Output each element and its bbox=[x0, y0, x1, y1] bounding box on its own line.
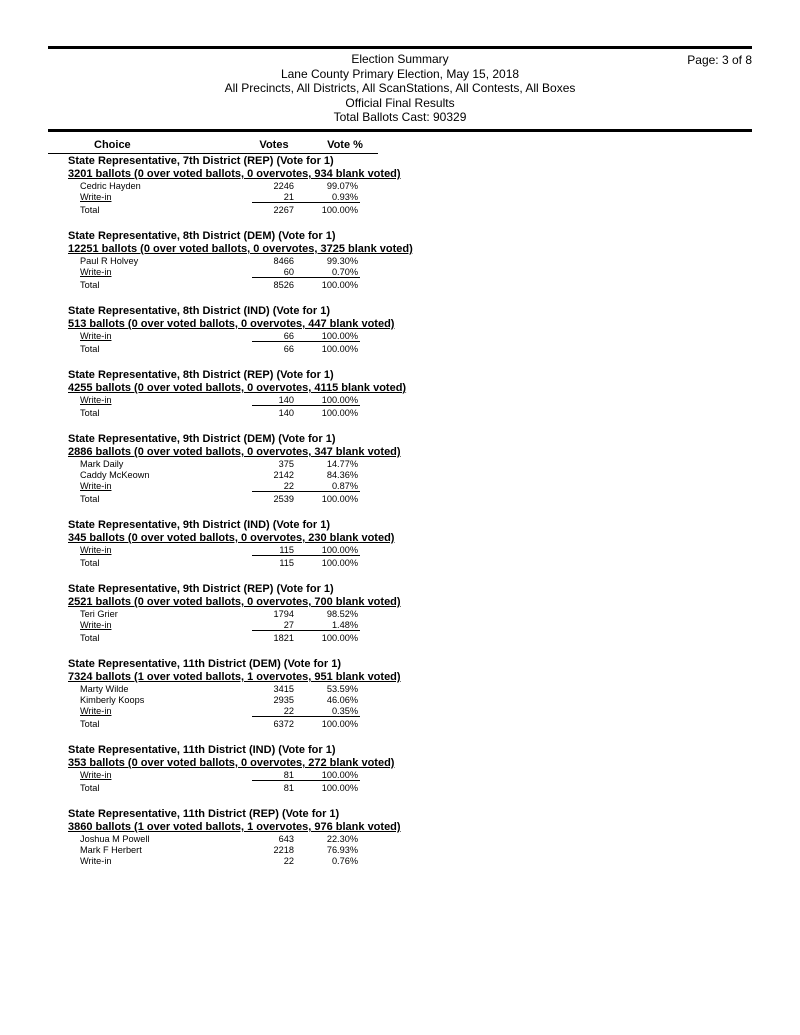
contest-ballot-summary: 3860 ballots (1 over voted ballots, 1 overvotes, 976 blank voted) bbox=[68, 821, 401, 833]
contest-title: State Representative, 8th District (DEM) (Vote for 1) bbox=[68, 230, 336, 242]
total-name: Total bbox=[80, 280, 100, 290]
total-name: Total bbox=[80, 494, 100, 504]
candidate-votes: 115 bbox=[279, 545, 294, 555]
contest-title: State Representative, 9th District (DEM) (Vote for 1) bbox=[68, 433, 336, 445]
candidate-vote-pct: 1.48% bbox=[331, 620, 358, 630]
candidate-vote-pct: 22.30% bbox=[326, 834, 358, 844]
candidate-name: Kimberly Koops bbox=[80, 695, 145, 705]
column-choice: Choice bbox=[94, 139, 131, 151]
total-name: Total bbox=[80, 719, 100, 729]
total-vote-pct: 100.00% bbox=[321, 344, 358, 354]
total-vote-pct: 100.00% bbox=[321, 280, 358, 290]
contest-ballot-summary: 2521 ballots (0 over voted ballots, 0 overvotes, 700 blank voted) bbox=[68, 596, 401, 608]
total-votes: 115 bbox=[279, 558, 294, 568]
page-number: Page: 3 of 8 bbox=[687, 53, 752, 67]
total-row bbox=[68, 344, 488, 355]
contest-list bbox=[68, 155, 488, 881]
candidate-votes: 643 bbox=[278, 834, 294, 844]
candidate-vote-pct: 76.93% bbox=[326, 845, 358, 855]
candidate-name: Write-in bbox=[80, 331, 112, 341]
candidate-votes: 22 bbox=[283, 856, 294, 866]
candidate-name: Mark Daily bbox=[80, 459, 124, 469]
candidate-row bbox=[68, 845, 488, 856]
candidate-name: Teri Grier bbox=[80, 609, 118, 619]
candidate-name: Write-in bbox=[80, 770, 112, 780]
total-row bbox=[68, 494, 488, 505]
candidate-row bbox=[68, 695, 488, 706]
total-name: Total bbox=[80, 558, 100, 568]
contest-ballot-summary: 3201 ballots (0 over voted ballots, 0 overvotes, 934 blank voted) bbox=[68, 168, 401, 180]
total-votes: 1821 bbox=[273, 633, 294, 643]
total-vote-pct: 100.00% bbox=[321, 408, 358, 418]
total-ballots: Total Ballots Cast: 90329 bbox=[333, 110, 467, 124]
contest-block bbox=[68, 519, 488, 569]
total-row bbox=[68, 280, 488, 291]
candidate-votes: 66 bbox=[283, 331, 294, 341]
total-row bbox=[68, 719, 488, 730]
candidate-vote-pct: 46.06% bbox=[326, 695, 358, 705]
total-name: Total bbox=[80, 783, 100, 793]
column-vote-pct: Vote % bbox=[327, 139, 363, 151]
total-name: Total bbox=[80, 408, 100, 418]
candidate-row bbox=[68, 856, 488, 867]
candidate-row bbox=[68, 834, 488, 845]
column-votes: Votes bbox=[259, 139, 289, 151]
contest-ballot-summary: 7324 ballots (1 over voted ballots, 1 overvotes, 951 blank voted) bbox=[68, 671, 401, 683]
contest-title: State Representative, 9th District (REP) (Vote for 1) bbox=[68, 583, 334, 595]
contest-block bbox=[68, 155, 488, 216]
candidate-votes: 2142 bbox=[273, 470, 294, 480]
total-votes: 140 bbox=[278, 408, 294, 418]
candidate-votes: 8466 bbox=[273, 256, 294, 266]
total-name: Total bbox=[80, 344, 100, 354]
total-name: Total bbox=[80, 205, 100, 215]
candidate-name: Write-in bbox=[80, 856, 112, 866]
candidate-row bbox=[68, 620, 488, 631]
candidate-votes: 81 bbox=[283, 770, 294, 780]
candidate-vote-pct: 0.70% bbox=[331, 267, 358, 277]
candidate-name: Write-in bbox=[80, 395, 112, 405]
total-row bbox=[68, 558, 488, 569]
total-votes: 2539 bbox=[273, 494, 294, 504]
candidate-vote-pct: 14.77% bbox=[326, 459, 358, 469]
contest-ballot-summary: 12251 ballots (0 over voted ballots, 0 overvotes, 3725 blank voted) bbox=[68, 243, 413, 255]
candidate-row bbox=[68, 609, 488, 620]
candidate-vote-pct: 100.00% bbox=[321, 331, 358, 341]
candidate-name: Mark F Herbert bbox=[80, 845, 142, 855]
candidate-row bbox=[68, 181, 488, 192]
candidate-name: Paul R Holvey bbox=[80, 256, 139, 266]
candidate-votes: 3415 bbox=[273, 684, 294, 694]
header-rule bbox=[48, 129, 752, 132]
contest-title: State Representative, 11th District (DEM) (Vote for 1) bbox=[68, 658, 342, 670]
candidate-vote-pct: 98.52% bbox=[326, 609, 358, 619]
total-vote-pct: 100.00% bbox=[321, 205, 358, 215]
total-vote-pct: 100.00% bbox=[321, 494, 358, 504]
candidate-row bbox=[68, 192, 488, 203]
contest-block bbox=[68, 433, 488, 505]
candidate-votes: 1794 bbox=[273, 609, 294, 619]
contest-ballot-summary: 2886 ballots (0 over voted ballots, 0 overvotes, 347 blank voted) bbox=[68, 446, 401, 458]
candidate-row bbox=[68, 481, 488, 492]
candidate-votes: 22 bbox=[283, 706, 294, 716]
report-scope: All Precincts, All Districts, All ScanStations, All Contests, All Boxes bbox=[224, 81, 576, 95]
total-row bbox=[68, 408, 488, 419]
candidate-vote-pct: 0.35% bbox=[331, 706, 358, 716]
candidate-vote-pct: 100.00% bbox=[321, 395, 358, 405]
total-votes: 81 bbox=[283, 783, 294, 793]
top-rule bbox=[48, 46, 752, 49]
candidate-vote-pct: 0.93% bbox=[331, 192, 358, 202]
candidate-name: Write-in bbox=[80, 267, 112, 277]
candidate-votes: 27 bbox=[283, 620, 294, 630]
candidate-row bbox=[68, 684, 488, 695]
contest-ballot-summary: 345 ballots (0 over voted ballots, 0 overvotes, 230 blank voted) bbox=[68, 532, 395, 544]
candidate-vote-pct: 0.76% bbox=[331, 856, 358, 866]
candidate-votes: 140 bbox=[278, 395, 294, 405]
contest-block bbox=[68, 658, 488, 730]
contest-block bbox=[68, 808, 488, 867]
candidate-name: Caddy McKeown bbox=[80, 470, 150, 480]
contest-ballot-summary: 4255 ballots (0 over voted ballots, 0 overvotes, 4115 blank voted) bbox=[68, 382, 407, 394]
candidate-name: Cedric Hayden bbox=[80, 181, 141, 191]
contest-title: State Representative, 7th District (REP) (Vote for 1) bbox=[68, 155, 334, 167]
candidate-vote-pct: 100.00% bbox=[321, 770, 358, 780]
contest-block bbox=[68, 369, 488, 419]
contest-ballot-summary: 513 ballots (0 over voted ballots, 0 overvotes, 447 blank voted) bbox=[68, 318, 395, 330]
candidate-votes: 60 bbox=[283, 267, 294, 277]
total-row bbox=[68, 205, 488, 216]
candidate-name: Write-in bbox=[80, 545, 112, 555]
contest-title: State Representative, 8th District (REP) (Vote for 1) bbox=[68, 369, 334, 381]
candidate-name: Write-in bbox=[80, 192, 112, 202]
candidate-votes: 21 bbox=[283, 192, 294, 202]
contest-block bbox=[68, 230, 488, 291]
candidate-votes: 2935 bbox=[273, 695, 294, 705]
candidate-votes: 22 bbox=[283, 481, 294, 491]
candidate-name: Write-in bbox=[80, 620, 112, 630]
candidate-vote-pct: 0.87% bbox=[331, 481, 358, 491]
candidate-votes: 2246 bbox=[273, 181, 294, 191]
report-title: Election Summary bbox=[351, 52, 449, 66]
total-row bbox=[68, 783, 488, 794]
candidate-name: Marty Wilde bbox=[80, 684, 129, 694]
contest-block bbox=[68, 305, 488, 355]
candidate-votes: 375 bbox=[278, 459, 294, 469]
candidate-name: Joshua M Powell bbox=[80, 834, 150, 844]
contest-title: State Representative, 11th District (REP) (Vote for 1) bbox=[68, 808, 340, 820]
candidate-vote-pct: 84.36% bbox=[326, 470, 358, 480]
contest-ballot-summary: 353 ballots (0 over voted ballots, 0 overvotes, 272 blank voted) bbox=[68, 757, 395, 769]
total-votes: 2267 bbox=[273, 205, 294, 215]
candidate-name: Write-in bbox=[80, 481, 112, 491]
candidate-row bbox=[68, 470, 488, 481]
candidate-name: Write-in bbox=[80, 706, 112, 716]
candidate-row bbox=[68, 459, 488, 470]
results-status: Official Final Results bbox=[345, 95, 455, 110]
total-votes: 6372 bbox=[273, 719, 294, 729]
report-header bbox=[48, 52, 752, 125]
total-row bbox=[68, 633, 488, 644]
contest-block bbox=[68, 744, 488, 794]
candidate-row bbox=[68, 331, 488, 342]
column-header bbox=[48, 138, 378, 154]
contest-title: State Representative, 8th District (IND) (Vote for 1) bbox=[68, 305, 331, 317]
candidate-row bbox=[68, 706, 488, 717]
candidate-row bbox=[68, 256, 488, 267]
election-name: Lane County Primary Election, May 15, 2018 bbox=[280, 66, 520, 81]
candidate-row bbox=[68, 267, 488, 278]
candidate-vote-pct: 99.30% bbox=[326, 256, 358, 266]
candidate-row bbox=[68, 545, 488, 556]
total-vote-pct: 100.00% bbox=[321, 783, 358, 793]
total-vote-pct: 100.00% bbox=[321, 633, 358, 643]
total-votes: 8526 bbox=[273, 280, 294, 290]
candidate-vote-pct: 53.59% bbox=[326, 684, 358, 694]
candidate-row bbox=[68, 770, 488, 781]
total-vote-pct: 100.00% bbox=[321, 719, 358, 729]
candidate-row bbox=[68, 395, 488, 406]
total-vote-pct: 100.00% bbox=[321, 558, 358, 568]
candidate-vote-pct: 100.00% bbox=[321, 545, 358, 555]
contest-title: State Representative, 11th District (IND) (Vote for 1) bbox=[68, 744, 336, 756]
candidate-votes: 2218 bbox=[273, 845, 294, 855]
contest-title: State Representative, 9th District (IND) (Vote for 1) bbox=[68, 519, 331, 531]
total-name: Total bbox=[80, 633, 100, 643]
contest-block bbox=[68, 583, 488, 644]
candidate-vote-pct: 99.07% bbox=[326, 181, 358, 191]
total-votes: 66 bbox=[283, 344, 294, 354]
